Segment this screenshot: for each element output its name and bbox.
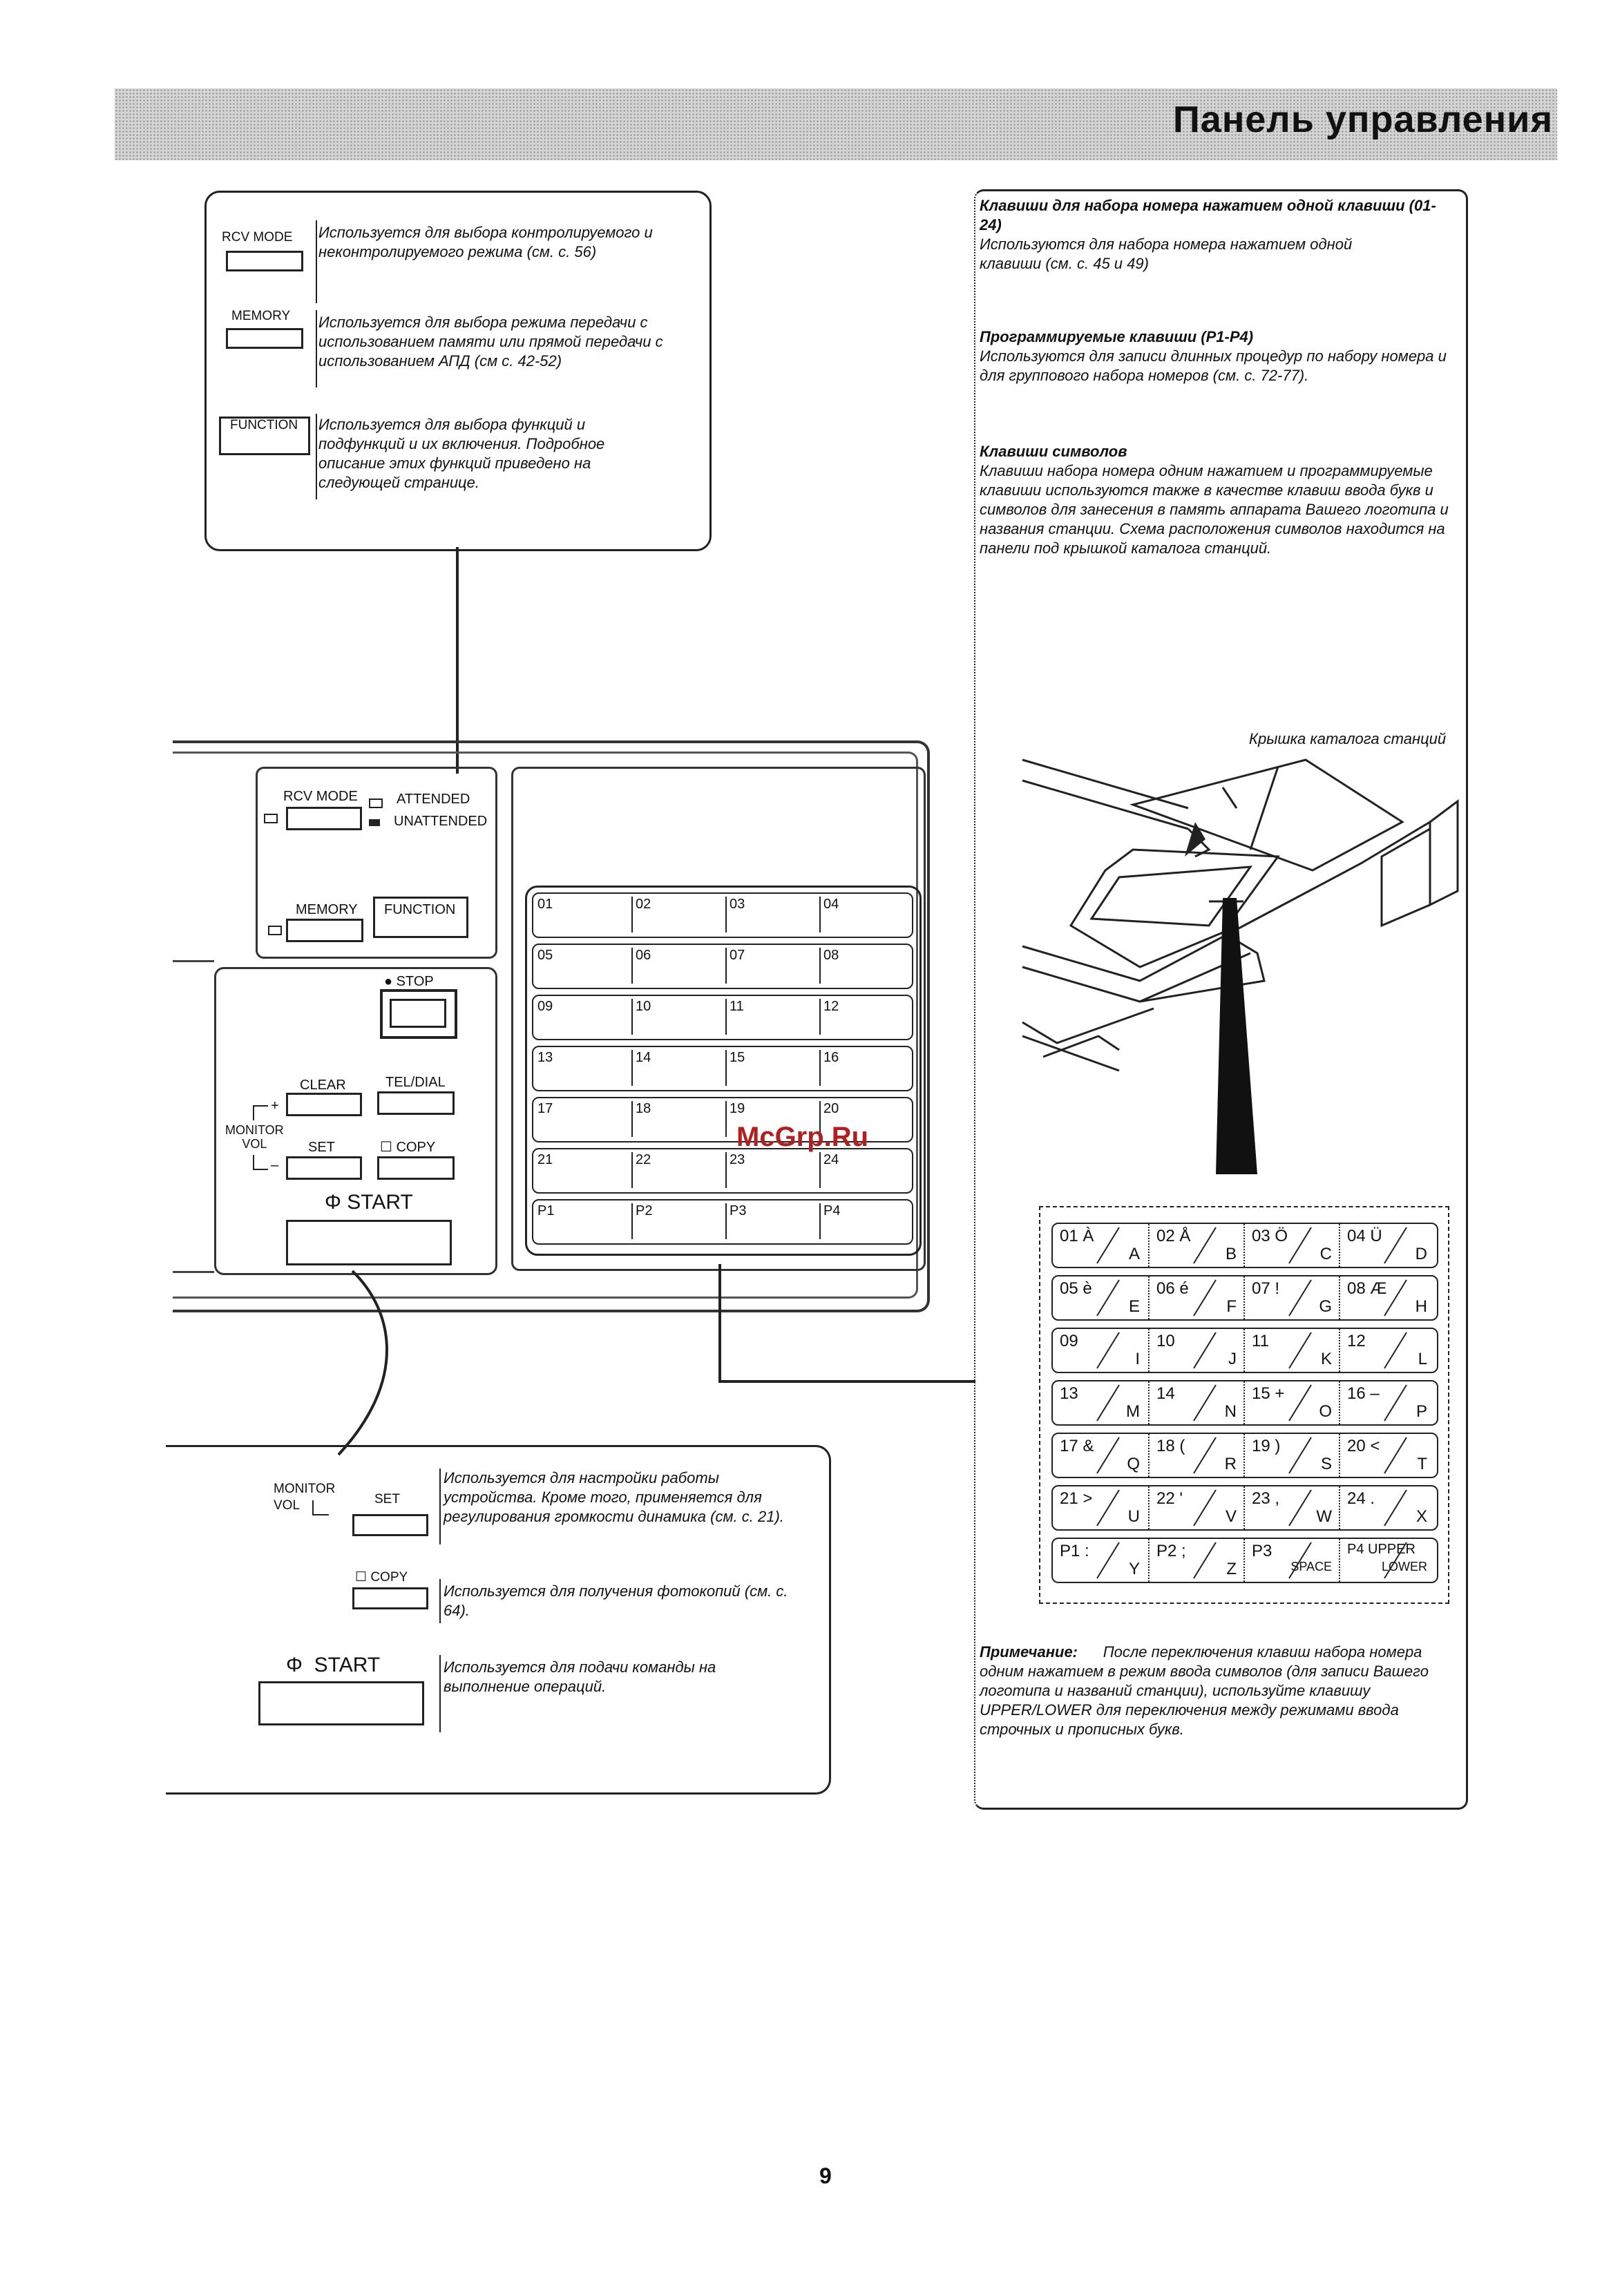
one-touch-key[interactable]: P3 xyxy=(725,1203,812,1239)
bottom-copy-label-text: COPY xyxy=(370,1570,408,1585)
slash-divider xyxy=(1382,1436,1409,1475)
symbol-cell xyxy=(1339,1381,1434,1424)
unattended-label: UNATTENDED xyxy=(394,814,488,829)
connector-curve xyxy=(325,1270,408,1456)
slash-divider xyxy=(1286,1436,1314,1475)
symbol-letter: D xyxy=(1415,1245,1427,1263)
one-touch-row xyxy=(532,1046,913,1091)
symbol-cell xyxy=(1243,1486,1339,1529)
slash-divider xyxy=(1286,1331,1314,1370)
symbol-number: 09 xyxy=(1060,1332,1078,1350)
memory-key-label: MEMORY xyxy=(231,309,291,323)
symbol-letter: M xyxy=(1126,1402,1140,1421)
one-touch-key[interactable]: 24 xyxy=(819,1152,906,1188)
symbol-number: 07 ! xyxy=(1252,1279,1280,1298)
symbol-number: 03 Ö xyxy=(1252,1227,1288,1245)
symbol-number: 19 ) xyxy=(1252,1437,1281,1455)
slash-divider xyxy=(1191,1331,1219,1370)
symbol-number: 24 . xyxy=(1347,1489,1375,1508)
one-touch-key[interactable]: 07 xyxy=(725,948,812,984)
bottom-start-label: Φ START xyxy=(286,1654,381,1676)
memory-key xyxy=(226,328,303,349)
one-touch-key[interactable]: 21 xyxy=(537,1152,553,1167)
programmable-text: Используются для записи длинных процедур по набору номера и для группового набора номеров (см. с. 72-77). xyxy=(980,347,1447,384)
watermark: McGrp.Ru xyxy=(736,1122,869,1152)
symbol-cell xyxy=(1053,1329,1147,1372)
start-label-text: START xyxy=(347,1191,413,1214)
panel-rcv-mode-button[interactable] xyxy=(286,807,362,830)
slash-divider xyxy=(1191,1226,1219,1265)
one-touch-key[interactable]: 08 xyxy=(819,948,906,984)
copy-label: ☐ COPY xyxy=(380,1140,436,1155)
attended-label: ATTENDED xyxy=(397,792,470,807)
symbol-cell xyxy=(1243,1381,1339,1424)
one-touch-text: Используются для набора номера нажатием одной клавиши (см. с. 45 и 49) xyxy=(980,236,1353,272)
clear-label: CLEAR xyxy=(300,1078,346,1093)
start-desc: Используется для подачи команды на выполнение операций. xyxy=(444,1658,716,1695)
symbol-row xyxy=(1051,1433,1438,1478)
stop-label: ● STOP xyxy=(384,974,434,989)
symbol-cell xyxy=(1243,1276,1339,1319)
copy-label-text: COPY xyxy=(396,1140,436,1155)
one-touch-key[interactable]: 15 xyxy=(725,1050,812,1086)
one-touch-key[interactable]: 23 xyxy=(725,1152,812,1188)
rcv-mode-key-label: RCV MODE xyxy=(222,230,293,245)
bottom-start-key xyxy=(258,1681,424,1725)
slash-divider xyxy=(1382,1489,1409,1527)
symbol-number: 16 – xyxy=(1347,1384,1380,1403)
symbol-letter: J xyxy=(1228,1350,1237,1368)
symbol-number: 12 xyxy=(1347,1332,1366,1350)
symbol-number: P1 : xyxy=(1060,1542,1089,1560)
symbol-cell xyxy=(1339,1434,1434,1477)
slash-divider xyxy=(1382,1331,1409,1370)
symbol-letter: L xyxy=(1418,1350,1427,1368)
symbol-cell xyxy=(1053,1434,1147,1477)
symbol-cell xyxy=(1148,1434,1243,1477)
slash-divider xyxy=(1094,1436,1122,1475)
panel-function-label: FUNCTION xyxy=(384,902,456,917)
one-touch-row xyxy=(532,1148,913,1194)
symbol-letter: S xyxy=(1320,1455,1332,1473)
one-touch-key[interactable]: 11 xyxy=(725,999,812,1035)
attended-led xyxy=(369,798,383,808)
one-touch-key[interactable]: 22 xyxy=(631,1152,718,1188)
panel-rcv-mode-label: RCV MODE xyxy=(283,789,358,804)
symbol-number: 01 À xyxy=(1060,1227,1094,1245)
symbol-number: 11 xyxy=(1252,1332,1269,1350)
symbol-letter: U xyxy=(1127,1507,1140,1526)
one-touch-key[interactable]: 18 xyxy=(631,1101,718,1137)
symbol-letter: Y xyxy=(1128,1560,1140,1578)
slash-divider xyxy=(1191,1436,1219,1475)
note-text: После переключения клавиш набора номера одним нажатием в режим ввода символов (для записи Вашего логотипа и названий станции), используйте клавишу UPPER/LOWER для переключения между режимами ввода строчных и прописных букв. xyxy=(980,1643,1429,1738)
rcv-mode-desc: Используется для выбора контролируемого и неконтролируемого режима (см. с. 56) xyxy=(318,224,653,260)
symbol-letter: E xyxy=(1128,1297,1140,1316)
symbol-number: 21 > xyxy=(1060,1489,1093,1508)
slash-divider xyxy=(1191,1384,1219,1422)
symbol-cell xyxy=(1339,1486,1434,1529)
slash-divider xyxy=(1191,1489,1219,1527)
slash-divider xyxy=(1094,1384,1122,1422)
symbol-cell xyxy=(1053,1486,1147,1529)
symbol-cell xyxy=(1148,1381,1243,1424)
symbol-cell xyxy=(1148,1276,1243,1319)
set-label: SET xyxy=(308,1140,335,1155)
symbol-number: 04 Ü xyxy=(1347,1227,1382,1245)
symbol-row xyxy=(1051,1223,1438,1268)
symbol-cell xyxy=(1243,1434,1339,1477)
panel-monitor-vol-label: MONITOR VOL xyxy=(225,1123,284,1151)
symbol-cell xyxy=(1053,1539,1147,1582)
symbol-number: P3 xyxy=(1252,1542,1272,1560)
minus-label: – xyxy=(271,1158,279,1173)
note xyxy=(980,1643,1456,1739)
symbol-letter: W xyxy=(1316,1507,1332,1526)
symbol-number: P4 UPPER xyxy=(1347,1542,1415,1557)
symbol-row xyxy=(1051,1380,1438,1426)
copy-button[interactable] xyxy=(377,1156,455,1180)
symbol-cell xyxy=(1243,1329,1339,1372)
tel-dial-label: TEL/DIAL xyxy=(385,1075,446,1090)
bottom-copy-key xyxy=(352,1587,428,1609)
rcv-mode-key xyxy=(226,251,303,271)
symbol-number: 05 è xyxy=(1060,1279,1092,1298)
symbol-number: 17 & xyxy=(1060,1437,1094,1455)
rcv-mode-led xyxy=(264,814,278,823)
slash-divider xyxy=(1191,1541,1219,1580)
slash-divider xyxy=(1382,1384,1409,1422)
start-button[interactable] xyxy=(286,1220,452,1265)
one-touch-key[interactable]: 13 xyxy=(537,1050,553,1065)
symbol-number: 14 xyxy=(1156,1384,1175,1403)
tel-dial-button[interactable] xyxy=(377,1091,455,1115)
symbol-cell xyxy=(1148,1539,1243,1582)
symbol-letter: Q xyxy=(1127,1455,1140,1473)
symbol-letter: P xyxy=(1415,1402,1427,1421)
one-touch-key[interactable]: 01 xyxy=(537,897,553,912)
symbol-letter: K xyxy=(1320,1350,1332,1368)
cover-caption: Крышка каталога станций xyxy=(1249,730,1447,747)
one-touch-row xyxy=(532,995,913,1040)
symbol-number: 20 < xyxy=(1347,1437,1380,1455)
symbol-letter: I xyxy=(1135,1350,1140,1368)
symbol-letter: C xyxy=(1319,1245,1332,1263)
one-touch-key[interactable]: P1 xyxy=(537,1203,555,1218)
symbol-row xyxy=(1051,1328,1438,1373)
symbol-number: 13 xyxy=(1060,1384,1078,1403)
left-top-box xyxy=(204,191,712,551)
note-label: Примечание: xyxy=(980,1643,1078,1661)
symbol-cell xyxy=(1243,1539,1339,1582)
one-touch-key[interactable]: 20 xyxy=(819,1101,906,1137)
symbol-number: 15 + xyxy=(1252,1384,1285,1403)
one-touch-key[interactable]: 14 xyxy=(631,1050,718,1086)
symbol-cell xyxy=(1339,1329,1434,1372)
one-touch-key[interactable]: 12 xyxy=(819,999,906,1035)
clear-button[interactable] xyxy=(286,1093,362,1116)
unattended-led xyxy=(369,819,380,826)
one-touch-key[interactable]: 10 xyxy=(631,999,718,1035)
symbol-cell xyxy=(1148,1486,1243,1529)
bottom-set-label: SET xyxy=(374,1492,400,1506)
one-touch-row xyxy=(532,1199,913,1245)
symbol-cell xyxy=(1148,1224,1243,1267)
page-title: Панель управления xyxy=(1172,99,1553,140)
symbol-number: 02 Å xyxy=(1156,1227,1191,1245)
one-touch-row xyxy=(532,892,913,938)
one-touch-key[interactable]: 17 xyxy=(537,1101,553,1116)
slash-divider xyxy=(1094,1489,1122,1527)
one-touch-key[interactable]: 19 xyxy=(725,1101,812,1137)
one-touch-key[interactable]: 04 xyxy=(819,897,906,932)
function-key-label: FUNCTION xyxy=(230,418,298,432)
function-desc: Используется для выбора функций и подфункций и их включения. Подробное описание этих функций приведено на следующей странице. xyxy=(318,416,605,491)
copy-desc: Используется для получения фотокопий (см. с. 64). xyxy=(444,1582,788,1619)
one-touch-key[interactable]: 03 xyxy=(725,897,812,932)
bottom-monitor-vol-label: MONITOR VOL xyxy=(274,1482,336,1513)
one-touch-key[interactable]: 06 xyxy=(631,948,718,984)
symbol-number: 10 xyxy=(1156,1332,1175,1350)
symbol-row xyxy=(1051,1538,1438,1583)
one-touch-title: Клавиши для набора номера нажатием одной клавиши (01-24) xyxy=(980,197,1436,233)
symbol-cell xyxy=(1339,1276,1434,1319)
symbol-letter: LOWER xyxy=(1381,1560,1427,1573)
one-touch-row xyxy=(532,944,913,989)
slash-divider xyxy=(1382,1279,1409,1317)
symbol-letter: O xyxy=(1319,1402,1332,1421)
symbol-number: 06 é xyxy=(1156,1279,1189,1298)
symbol-letter: T xyxy=(1417,1455,1427,1473)
symbol-number: 18 ( xyxy=(1156,1437,1185,1455)
symbol-number: 08 Æ xyxy=(1347,1279,1387,1298)
symbol-number: P2 ; xyxy=(1156,1542,1186,1560)
bottom-copy-label: ☐ COPY xyxy=(355,1570,408,1585)
slash-divider xyxy=(1286,1279,1314,1317)
symbol-row xyxy=(1051,1485,1438,1531)
symbol-letter: B xyxy=(1225,1245,1237,1263)
symbol-row xyxy=(1051,1275,1438,1321)
catalog-cover-illustration xyxy=(1016,746,1465,1216)
plus-label: + xyxy=(271,1098,279,1113)
one-touch-key[interactable]: 09 xyxy=(537,999,553,1014)
stop-button[interactable] xyxy=(380,989,457,1039)
symbol-cell xyxy=(1053,1224,1147,1267)
symbol-letter: G xyxy=(1319,1297,1332,1316)
symbol-cell xyxy=(1339,1539,1434,1582)
symbol-letter: A xyxy=(1128,1245,1140,1263)
symbols-text: Клавиши набора номера одним нажатием и программируемые клавиши используются также в качестве клавиш ввода букв и символов для занесения в память аппарата Вашего логотипа и названия станции. Схема расположения символов находится на панели под крышкой каталога станций. xyxy=(980,462,1449,557)
symbol-letter: H xyxy=(1415,1297,1427,1316)
symbol-letter: R xyxy=(1224,1455,1237,1473)
symbols-title: Клавиши символов xyxy=(980,443,1127,460)
symbol-number: 22 ' xyxy=(1156,1489,1183,1508)
slash-divider xyxy=(1094,1279,1122,1317)
programmable-title: Программируемые клавиши (P1-P4) xyxy=(980,328,1254,345)
slash-divider xyxy=(1094,1226,1122,1265)
header-bar xyxy=(115,88,1557,160)
memory-desc: Используется для выбора режима передачи с использованием памяти или прямой передачи с использованием АПД (см с. 42-52) xyxy=(318,314,663,370)
symbol-letter: SPACE xyxy=(1290,1560,1332,1573)
symbol-cell xyxy=(1243,1224,1339,1267)
symbol-number: 23 , xyxy=(1252,1489,1280,1508)
panel-memory-button[interactable] xyxy=(286,919,363,942)
symbol-cell xyxy=(1148,1329,1243,1372)
symbol-letter: N xyxy=(1224,1402,1237,1421)
start-label: Φ START xyxy=(325,1191,413,1214)
panel-memory-label: MEMORY xyxy=(296,902,358,917)
symbol-letter: Z xyxy=(1226,1560,1237,1578)
symbol-letter: F xyxy=(1226,1297,1237,1316)
memory-led xyxy=(268,926,282,935)
slash-divider xyxy=(1382,1226,1409,1265)
slash-divider xyxy=(1286,1226,1314,1265)
bottom-set-key xyxy=(352,1514,428,1536)
one-touch-key[interactable]: P4 xyxy=(819,1203,906,1239)
one-touch-key[interactable]: 16 xyxy=(819,1050,906,1086)
one-touch-key[interactable]: 02 xyxy=(631,897,718,932)
symbol-cell xyxy=(1339,1224,1434,1267)
slash-divider xyxy=(1094,1331,1122,1370)
set-button[interactable] xyxy=(286,1156,362,1180)
symbol-cell xyxy=(1053,1276,1147,1319)
page-number: 9 xyxy=(819,2163,832,2188)
symbol-cell xyxy=(1053,1381,1147,1424)
slash-divider xyxy=(1191,1279,1219,1317)
set-desc: Используется для настройки работы устройства. Кроме того, применяется для регулирования громкости динамика (см. с. 21). xyxy=(444,1469,784,1525)
bottom-start-label-text: START xyxy=(314,1654,381,1676)
one-touch-key[interactable]: P2 xyxy=(631,1203,718,1239)
slash-divider xyxy=(1094,1541,1122,1580)
symbol-letter: V xyxy=(1225,1507,1237,1526)
one-touch-key[interactable]: 05 xyxy=(537,948,553,963)
slash-divider xyxy=(1286,1489,1314,1527)
symbol-letter: X xyxy=(1415,1507,1427,1526)
slash-divider xyxy=(1286,1384,1314,1422)
